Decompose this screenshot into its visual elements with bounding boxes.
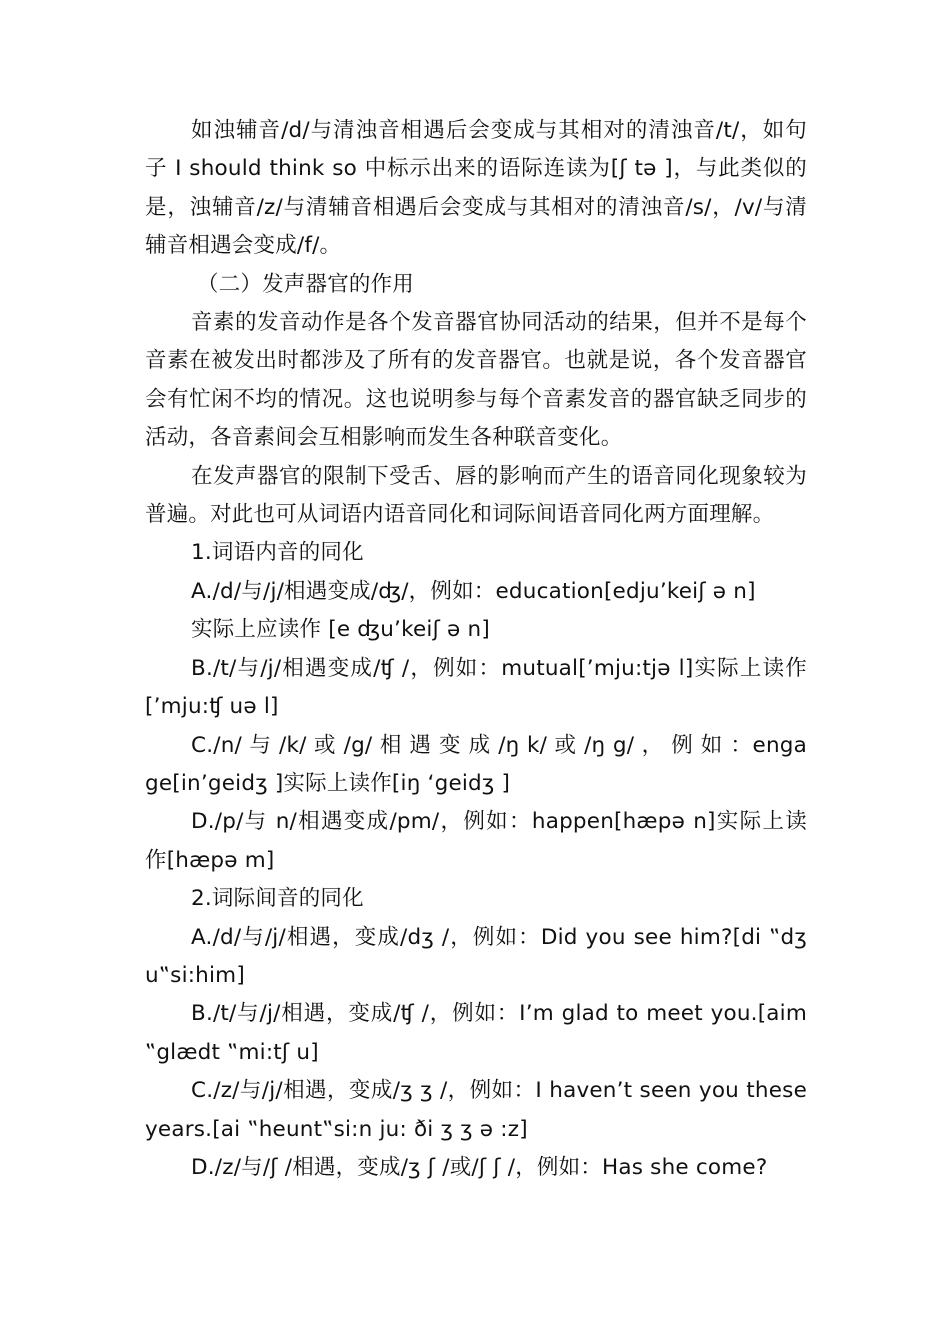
list-item-word-a-reading: 实际上应读作 [e ʤu’keiʃ ə n]: [191, 617, 490, 643]
list-item-word-a: A./d/与/j/相遇变成/ʤ/，例如：education[edju’keiʃ ə n]: [191, 578, 756, 604]
list-item-inter-a: A./d/与/j/相遇，变成/dʒ /，例如：Did you see him?[di ‟dʒ u‟si:him]: [145, 924, 807, 988]
paragraph-assimilation-overview: 在发声器官的限制下受舌、唇的影响而产生的语音同化现象较为普遍。对此也可从词语内语音同化和词际间语音同化两方面理解。: [145, 463, 807, 528]
list-item-word-b: B./t/与/j/相遇变成/ʧ /，例如：mutual[’mju:tjə l]实际上读作[’mju:ʧ uə l]: [145, 655, 807, 720]
list-item-word-c: C./n/ 与 /k/ 或 /g/ 相 遇 变 成 /ŋ k/ 或 /ŋ g/ ， 例 如 ：engage[in’geidʒ ]实际上读作[iŋ ‘geidʒ ]: [145, 732, 807, 796]
paragraph-articulation-coordination: 音素的发音动作是各个发音器官协同活动的结果，但并不是每个音素在被发出时都涉及了所有的发音器官。也就是说，各个发音器官会有忙闲不均的情况。这也说明参与每个音素发音的器官缺乏同步的活动，各音素间会互相影响而发生各种联音变化。: [145, 310, 807, 451]
list-item-inter-b: B./t/与/j/相遇，变成/ʧ /，例如：I’m glad to meet you.[aim ‟glædt ‟mi:tʃ u]: [145, 1001, 807, 1065]
subheading-word-internal-assimilation: 1.词语内音的同化: [191, 540, 364, 566]
subheading-inter-word-assimilation: 2.词际间音的同化: [191, 886, 364, 912]
list-item-word-d: D./p/与 n/相遇变成/pm/，例如：happen[hæpə n]实际上读作[hæpə m]: [145, 809, 807, 873]
document-body: [145, 112, 807, 1187]
list-item-inter-d: D./z/与/ʃ /相遇，变成/ʒ ʃ /或/ʃ ʃ /，例如：Has she come?: [191, 1154, 768, 1180]
paragraph-voiced-consonant-assimilation: 如浊辅音/d/与清浊音相遇后会变成与其相对的清浊音/t/，如句子 I should think so 中标示出来的语际连读为[ʃ tə ]，与此类似的是，浊辅音/z/与清辅音相遇后会变成与其相对的清浊音/s/，/v/与清辅音相遇会变成/f/。: [145, 118, 807, 259]
list-item-inter-c: C./z/与/j/相遇，变成/ʒ ʒ /，例如：I haven’t seen you these years.[ai ‟heunt‟si:n ju: ði ʒ ʒ ə :z]: [145, 1078, 807, 1142]
section-heading-vocal-organs: （二）发声器官的作用: [197, 271, 415, 297]
